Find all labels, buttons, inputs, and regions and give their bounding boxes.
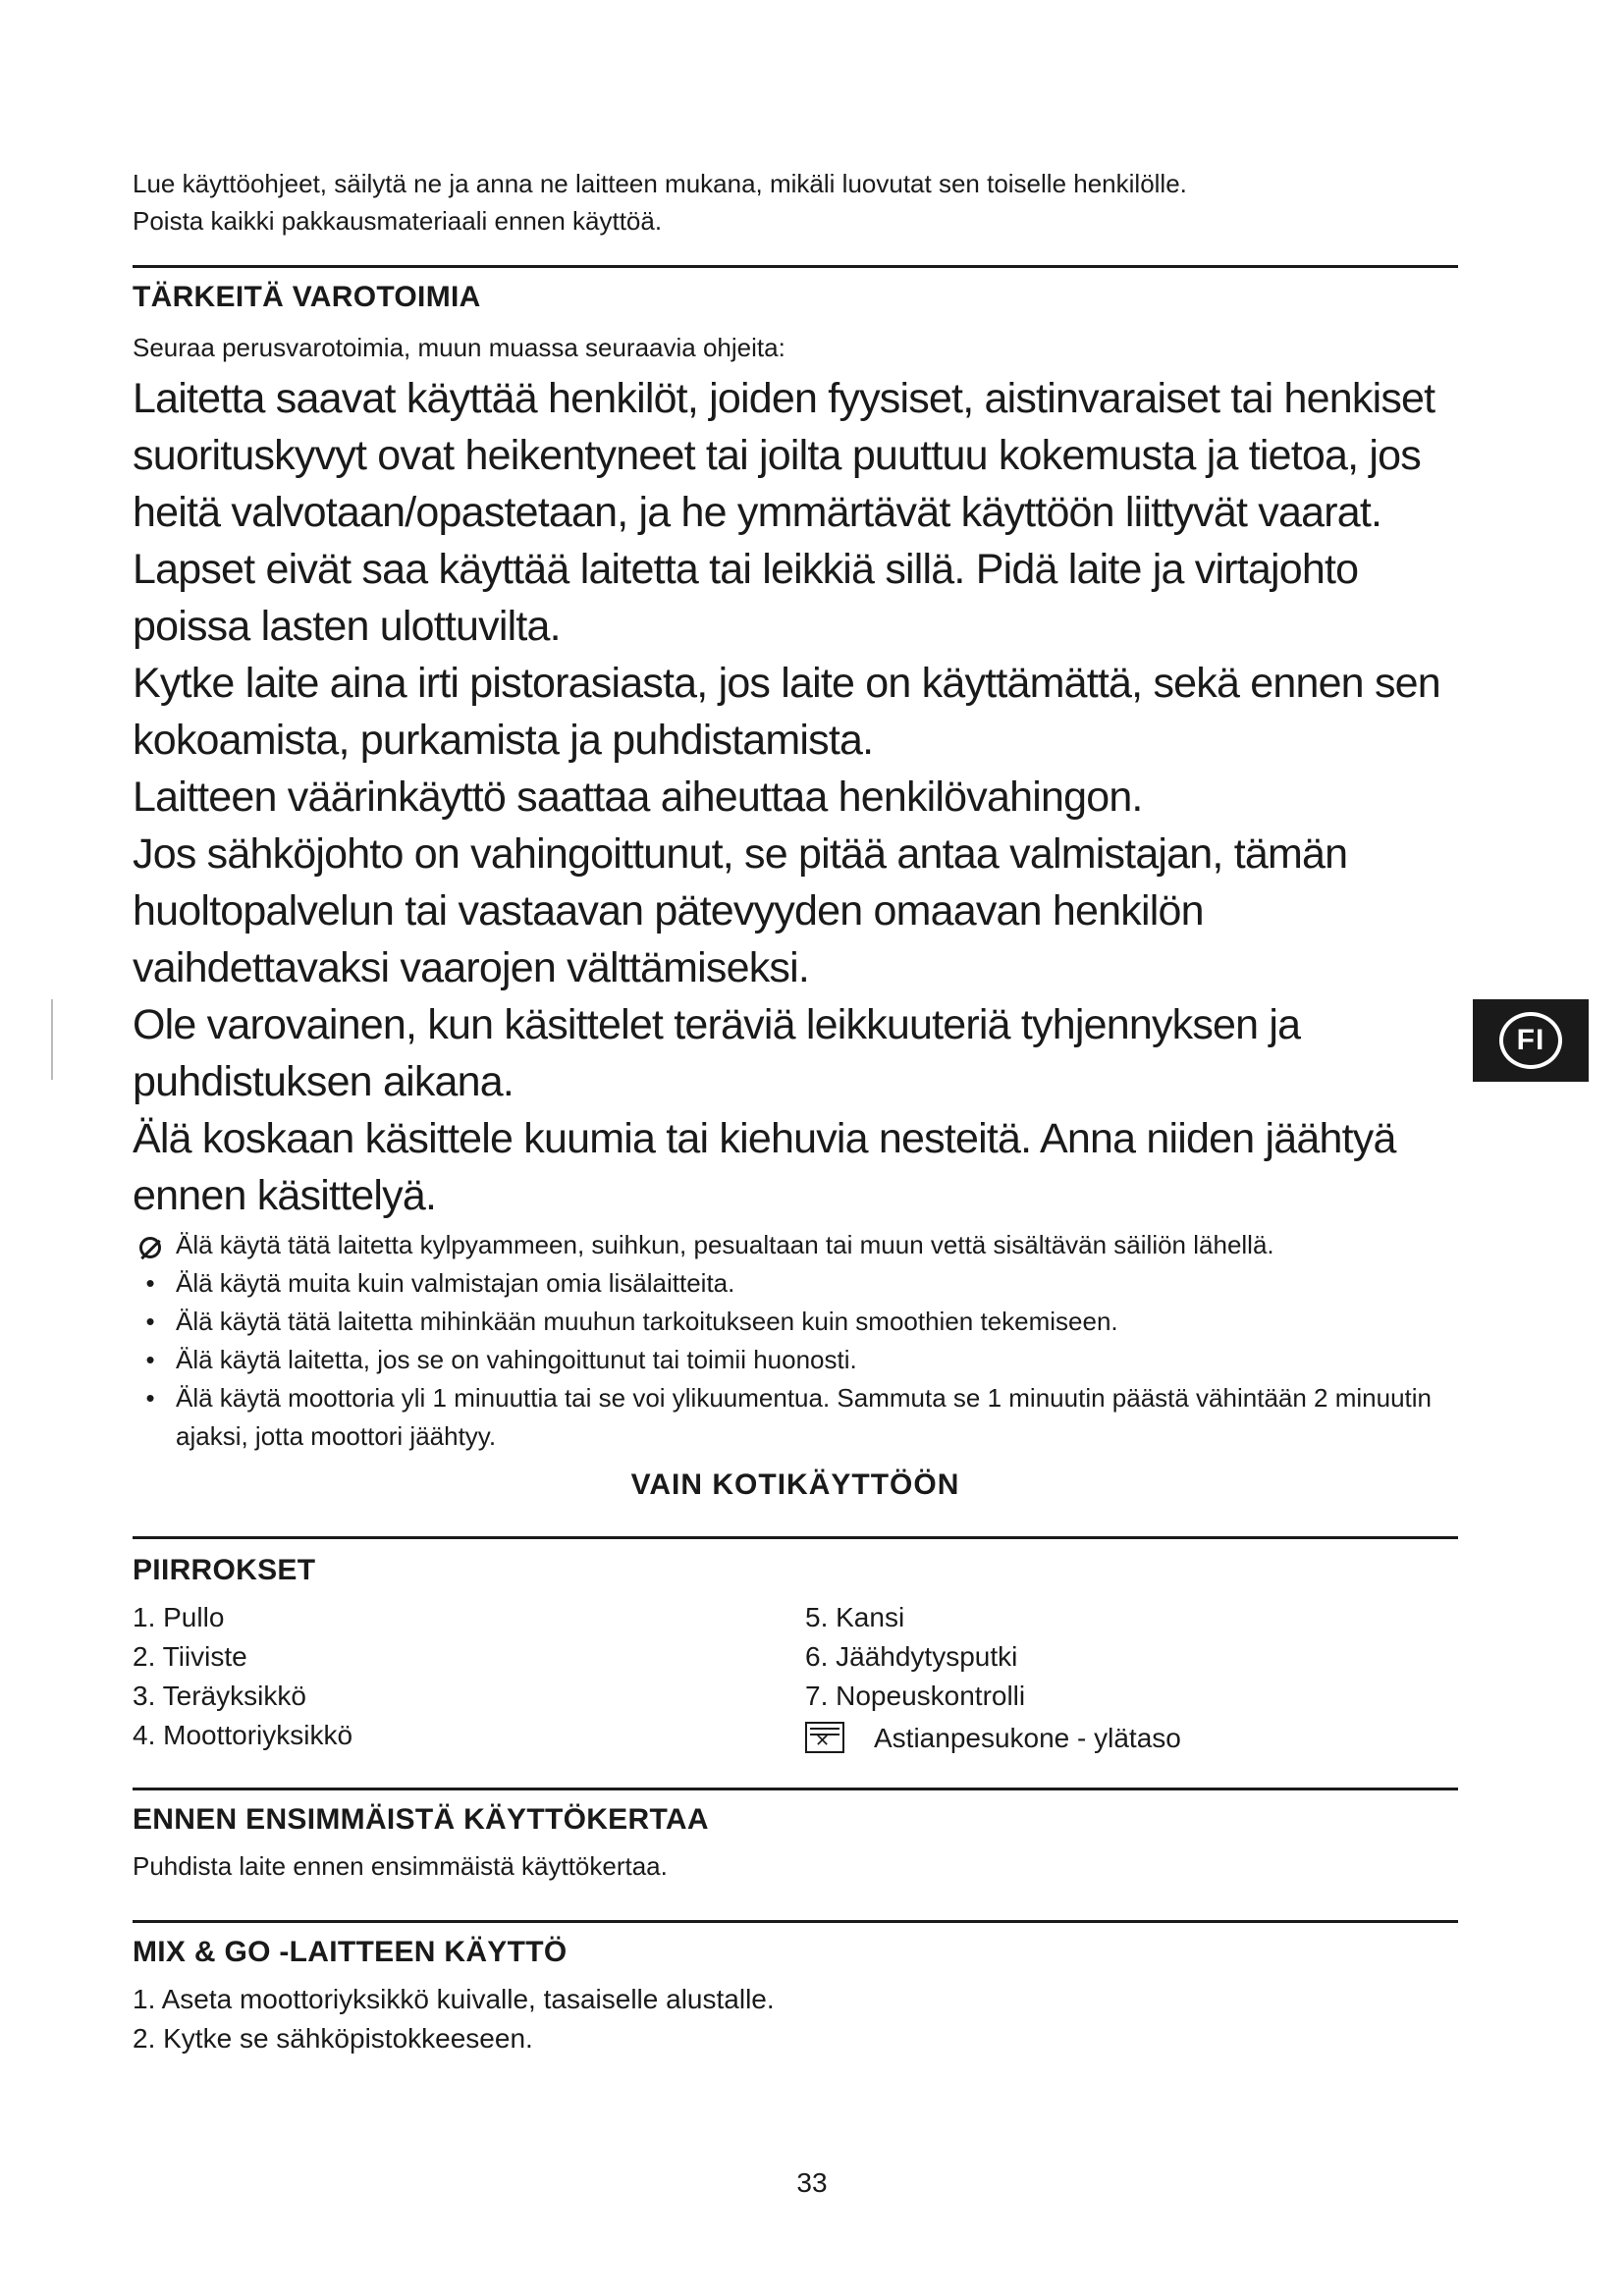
- bullet-text: Älä käytä muita kuin valmistajan omia lisälaitteita.: [176, 1268, 735, 1298]
- part-item: 7. Nopeuskontrolli: [805, 1681, 1026, 1711]
- home-use-notice: VAIN KOTIKÄYTTÖÖN: [630, 1468, 960, 1501]
- divider: [133, 1920, 1458, 1923]
- page-number: 33: [796, 2167, 828, 2198]
- warning-3: Kytke laite aina irti pistorasiasta, jos laite on käyttämättä, sekä ennen sen kokoamista, purkamista ja puhdistamista.: [133, 660, 1440, 764]
- prohibited-text: Älä käytä tätä laitetta kylpyammeen, suihkun, pesualtaan tai muun vettä sisältävän säiliön lähellä.: [176, 1230, 1274, 1259]
- part-item: 1. Pullo: [133, 1602, 225, 1632]
- list-item: [133, 1264, 1458, 1303]
- bullet-icon: •: [145, 1307, 155, 1336]
- list-item: [133, 1379, 1458, 1456]
- divider: [133, 265, 1458, 268]
- part-item: 5. Kansi: [805, 1602, 905, 1632]
- dishwasher-note: [805, 1716, 1458, 1758]
- safety-lead: Seuraa perusvarotoimia, muun muassa seuraavia ohjeita:: [133, 333, 785, 362]
- parts-list: [133, 1598, 1458, 1758]
- list-item: [133, 1226, 1458, 1264]
- usage-steps: [133, 1980, 1458, 2058]
- intro-line-1: Lue käyttöohjeet, säilytä ne ja anna ne laitteen mukana, mikäli luovutat sen toiselle henkilölle.: [133, 169, 1187, 198]
- list-item: 1. Aseta moottoriyksikkö kuivalle, tasaiselle alustalle.: [133, 1984, 775, 2014]
- bullet-icon: •: [145, 1345, 155, 1374]
- divider: [133, 1536, 1458, 1539]
- warning-5: Jos sähköjohto on vahingoittunut, se pitää antaa valmistajan, tämän huoltopalvelun tai vastaavan pätevyyden omaavan henkilön vaihdettavaksi vaarojen välttämiseksi.: [133, 830, 1348, 991]
- warning-4: Laitteen väärinkäyttö saattaa aiheuttaa henkilövahingon.: [133, 774, 1143, 821]
- bullet-text: Älä käytä tätä laitetta mihinkään muuhun tarkoitukseen kuin smoothien tekemiseen.: [176, 1307, 1118, 1336]
- dishwasher-text: Astianpesukone - ylätaso: [874, 1723, 1181, 1753]
- divider: [133, 1788, 1458, 1790]
- safety-title: TÄRKEITÄ VAROTOIMIA: [133, 281, 481, 313]
- bullet-text: Älä käytä moottoria yli 1 minuuttia tai se voi ylikuumentua. Sammuta se 1 minuutin päästä vähintään 2 minuutin ajaksi, jotta moottori jäähtyy.: [176, 1383, 1433, 1451]
- intro-line-2: Poista kaikki pakkausmateriaali ennen käyttöä.: [133, 206, 663, 236]
- safety-bullets: [133, 1226, 1458, 1456]
- list-item: [133, 1303, 1458, 1341]
- list-item: [133, 1341, 1458, 1379]
- prohibited-icon: [133, 1226, 168, 1264]
- warning-2: Lapset eivät saa käyttää laitetta tai leikkiä sillä. Pidä laite ja virtajohto poissa lasten ulottuvilta.: [133, 546, 1359, 650]
- dishwasher-icon: [805, 1722, 844, 1753]
- list-item: 2. Kytke se sähköpistokkeeseen.: [133, 2023, 533, 2054]
- part-item: 3. Teräyksikkö: [133, 1681, 306, 1711]
- usage-title: MIX & GO -LAITTEEN KÄYTTÖ: [133, 1936, 568, 1968]
- warning-6: Ole varovainen, kun käsittelet teräviä leikkuuteriä tyhjennyksen ja puhdistuksen aikana.: [133, 1001, 1301, 1105]
- bullet-text: Älä käytä laitetta, jos se on vahingoittunut tai toimii huonosti.: [176, 1345, 857, 1374]
- language-badge: FI: [1499, 1012, 1562, 1069]
- part-item: 6. Jäähdytysputki: [805, 1641, 1018, 1672]
- parts-title: PIIRROKSET: [133, 1554, 316, 1586]
- language-tab: [1473, 999, 1589, 1082]
- safety-warnings: [133, 370, 1458, 1224]
- before-first-use-text: Puhdista laite ennen ensimmäistä käyttökertaa.: [133, 1851, 668, 1881]
- part-item: 2. Tiiviste: [133, 1641, 247, 1672]
- page-content: [133, 165, 1458, 2058]
- warning-7: Älä koskaan käsittele kuumia tai kiehuvia nesteitä. Anna niiden jäähtyä ennen käsittelyä.: [133, 1115, 1396, 1219]
- bullet-icon: •: [145, 1268, 155, 1298]
- intro: [133, 165, 1458, 240]
- bullet-icon: •: [145, 1383, 155, 1413]
- margin-mark: [51, 999, 53, 1080]
- warning-1: Laitetta saavat käyttää henkilöt, joiden fyysiset, aistinvaraiset tai henkiset suorituskyvyt ovat heikentyneet tai joilta puuttuu kokemusta ja tietoa, jos heitä valvotaan/opastetaan, ja he ymmärtävät käyttöön liittyvät vaarat.: [133, 375, 1435, 536]
- part-item: 4. Moottoriyksikkö: [133, 1720, 353, 1750]
- before-first-use-title: ENNEN ENSIMMÄISTÄ KÄYTTÖKERTAA: [133, 1803, 709, 1836]
